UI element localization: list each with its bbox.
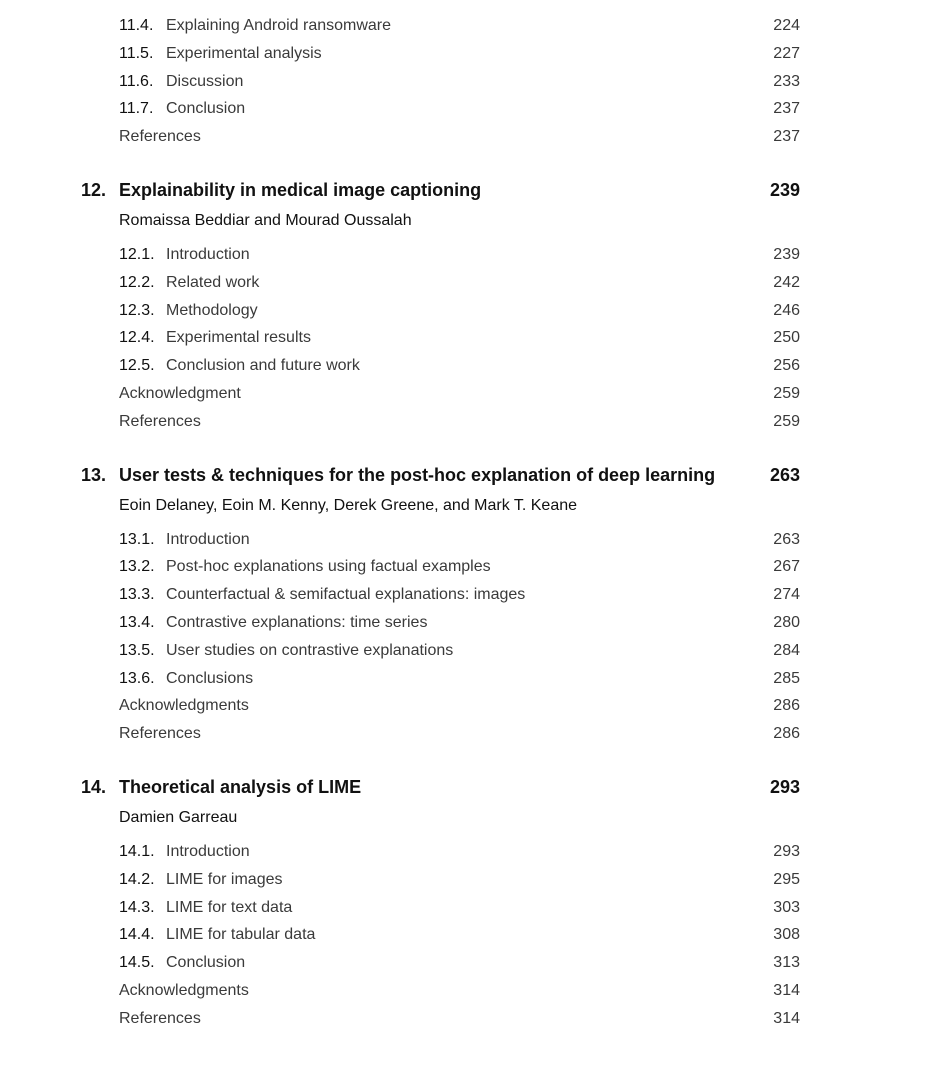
toc-entry[interactable] [0,949,934,977]
chapter-authors: Romaissa Beddiar and Mourad Oussalah [119,211,412,229]
chapter-14 [0,772,934,1033]
section-number: 13.5. [119,641,155,659]
chapter-12 [0,175,934,436]
page-number: 314 [773,1009,800,1027]
section-title: Experimental analysis [166,44,322,62]
toc-entry[interactable] [0,894,934,922]
section-title: Acknowledgments [119,981,249,999]
toc-entry[interactable] [0,921,934,949]
section-number: 12.5. [119,357,155,375]
page-number: 313 [773,954,800,972]
chapter-number: 14. [81,776,107,797]
section-number: 13.2. [119,558,155,576]
section-title: Post-hoc explanations using factual examples [166,558,491,576]
toc-entry[interactable] [0,553,934,581]
page-number: 246 [773,301,800,319]
section-title: Conclusions [166,669,254,687]
toc-entry[interactable] [0,866,934,894]
section-number: 12.4. [119,329,155,347]
chapter-title: Theoretical analysis of LIME [119,776,362,797]
section-title: LIME for tabular data [166,926,316,944]
page-number: 293 [773,842,800,860]
section-number: 11.5. [119,44,154,62]
section-title: LIME for text data [166,898,293,916]
toc-entry[interactable] [0,68,934,96]
chapter-13 [0,460,934,748]
chapter-number: 12. [81,179,107,200]
page-number: 242 [773,273,800,291]
section-title: Acknowledgment [119,384,241,402]
section-number: 14.4. [119,926,155,944]
chapter-title: Explainability in medical image captioning [119,179,482,200]
page-number: 286 [773,697,800,715]
section-number: 13.6. [119,669,155,687]
chapter-heading[interactable] [0,772,934,802]
section-number: 11.4. [119,17,154,34]
page-number: 308 [773,926,800,944]
page-number: 274 [773,586,800,604]
chapter-title: User tests & techniques for the post-hoc explanation of deep learning [119,464,716,485]
toc-entry[interactable] [0,609,934,637]
page-number: 239 [773,245,800,263]
toc-entry[interactable] [0,241,934,269]
page-number: 250 [773,329,800,347]
page-number: 285 [773,669,800,687]
toc-entry[interactable] [0,838,934,866]
section-title: Introduction [166,842,250,860]
chapter-heading[interactable] [0,460,934,490]
page-number: 259 [773,412,800,430]
section-title: Discussion [166,72,244,90]
page-number: 256 [773,357,800,375]
page-number: 224 [773,17,800,34]
section-title: References [119,412,201,430]
section-number: 14.5. [119,954,155,972]
page-number: 280 [773,613,800,631]
section-title: Conclusion [166,954,246,972]
section-number: 11.7. [119,100,154,118]
toc-entry-acknowledgments[interactable] [0,692,934,720]
page-number: 284 [773,641,800,659]
section-number: 12.3. [119,301,155,319]
section-title: References [119,1009,201,1027]
toc-entry[interactable] [0,324,934,352]
page-number: 286 [773,725,800,743]
toc-entry[interactable] [0,637,934,665]
section-title: Experimental results [166,329,311,347]
section-number: 13.3. [119,586,155,604]
section-number: 12.1. [119,245,155,263]
toc-entry[interactable] [0,665,934,693]
chapter-page: 239 [769,179,800,200]
page-number: 259 [773,384,800,402]
page-number: 314 [773,981,800,999]
toc-entry[interactable] [0,297,934,325]
chapter-11-continued [0,12,934,151]
chapter-number: 13. [81,464,107,485]
page-number: 267 [773,558,800,576]
chapter-page: 263 [769,464,800,485]
section-title: LIME for images [166,870,283,888]
section-title: References [119,725,201,743]
section-title: Counterfactual & semifactual explanations: images [166,586,526,604]
toc-entry[interactable] [0,269,934,297]
chapter-authors: Eoin Delaney, Eoin M. Kenny, Derek Greene, and Mark T. Keane [119,496,578,514]
toc-entry[interactable] [0,12,934,40]
page-number: 303 [773,898,800,916]
toc-entry[interactable] [0,352,934,380]
chapter-page: 293 [769,776,800,797]
page-number: 233 [773,72,800,90]
section-title: Explaining Android ransomware [166,17,392,34]
chapter-authors: Damien Garreau [119,808,238,826]
section-title: Introduction [166,245,250,263]
section-title: Acknowledgments [119,697,249,715]
section-number: 14.3. [119,898,155,916]
toc-entry-references[interactable] [0,123,934,151]
section-number: 13.4. [119,613,155,631]
section-number: 14.1. [119,842,155,860]
section-title: Introduction [166,530,250,548]
toc-entry[interactable] [0,581,934,609]
section-number: 13.1. [119,530,155,548]
section-title: Conclusion and future work [166,357,360,375]
section-title: Related work [166,273,260,291]
page-number: 295 [773,870,800,888]
toc-entry[interactable] [0,40,934,68]
toc-entry-acknowledgment[interactable] [0,380,934,408]
section-title: Contrastive explanations: time series [166,613,428,631]
section-title: Conclusion [166,100,246,118]
page-number: 237 [773,128,800,146]
page-number: 227 [773,44,800,62]
section-number: 12.2. [119,273,155,291]
section-title: Methodology [166,301,258,319]
section-title: User studies on contrastive explanations [166,641,454,659]
toc-entry[interactable] [0,526,934,554]
chapter-heading[interactable] [0,175,934,205]
toc-entry-references[interactable] [0,720,934,748]
toc-entry-references[interactable] [0,1005,934,1033]
section-title: References [119,128,201,146]
toc-entry-acknowledgments[interactable] [0,977,934,1005]
toc-entry-references[interactable] [0,408,934,436]
page-number: 237 [773,100,800,118]
page-number: 263 [773,530,800,548]
toc-entry[interactable] [0,95,934,123]
section-number: 11.6. [119,72,154,90]
section-number: 14.2. [119,870,155,888]
